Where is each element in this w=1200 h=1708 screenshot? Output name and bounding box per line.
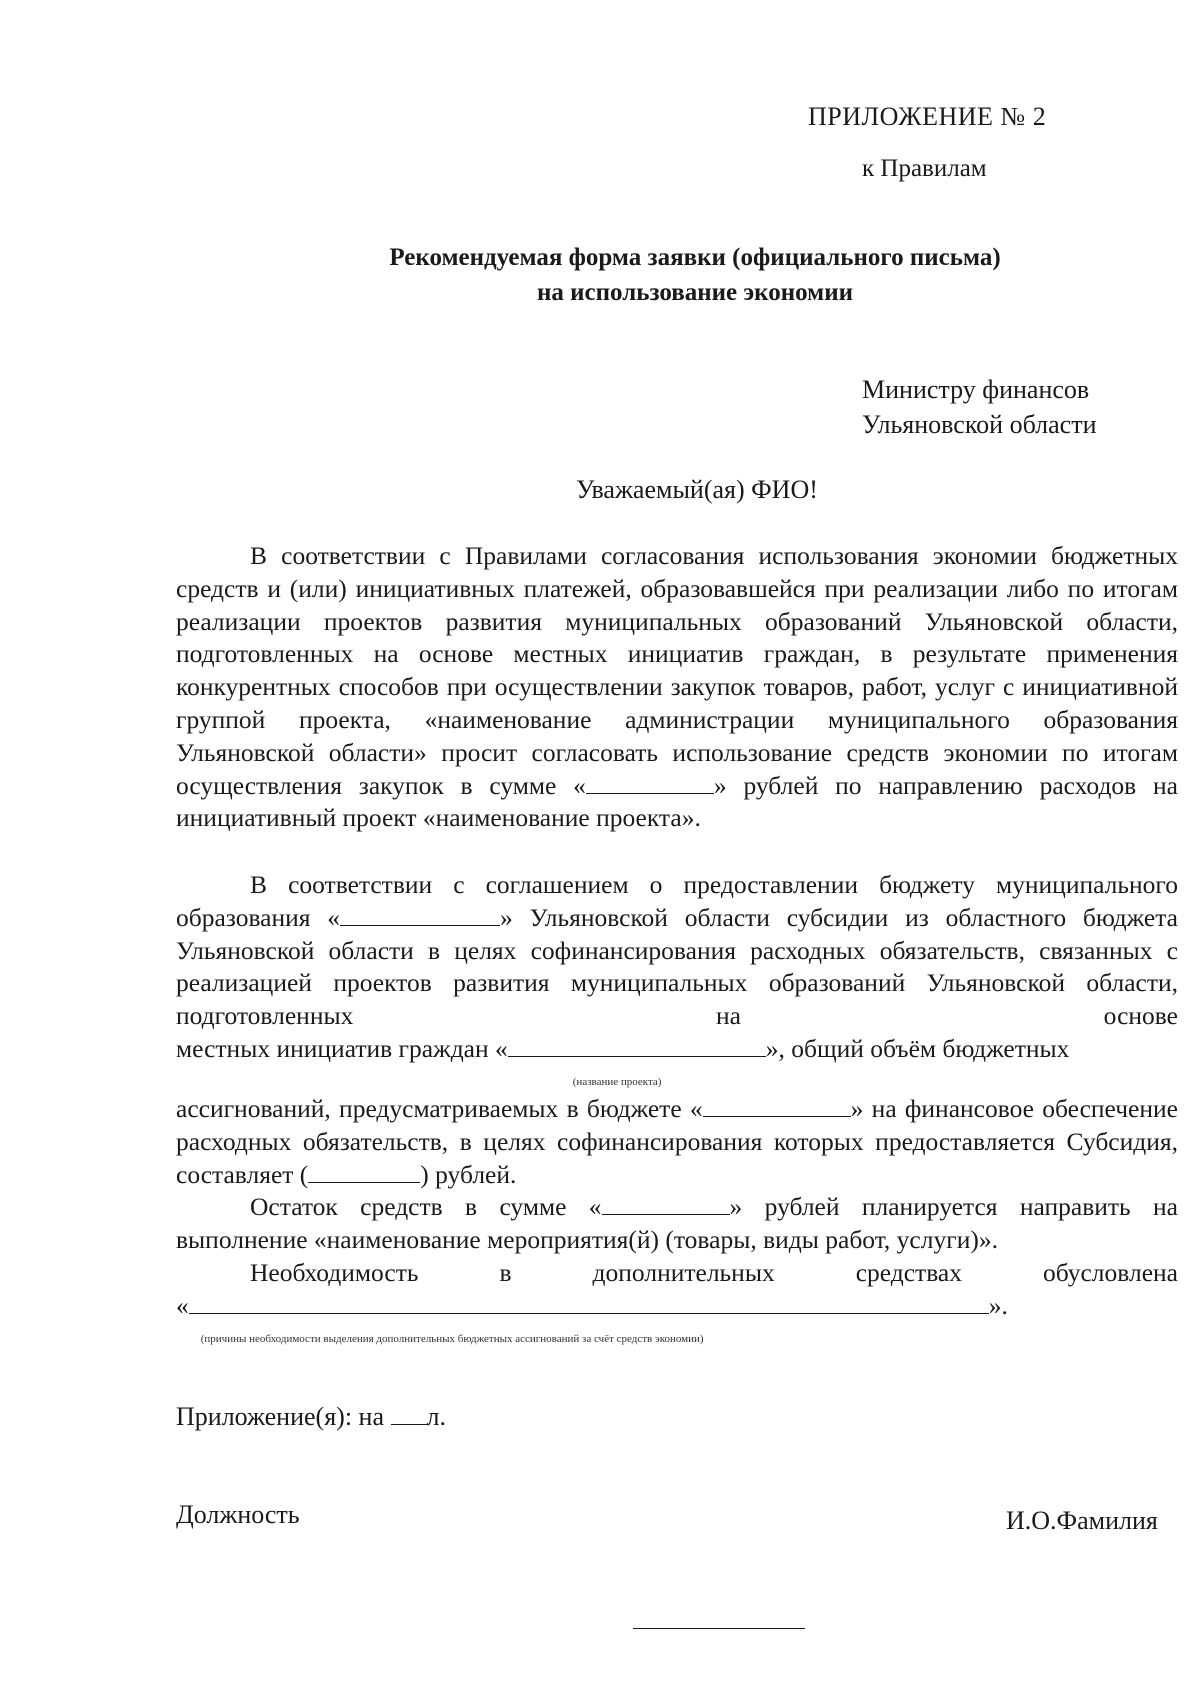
appendix-title: ПРИЛОЖЕНИЕ № 2 <box>808 102 1047 131</box>
municipality-blank <box>340 905 500 926</box>
attachments-label: Приложение(я): на <box>176 1402 391 1431</box>
signature-position: Должность <box>176 1500 300 1529</box>
attachments-pages-blank <box>391 1404 427 1425</box>
attachments-suffix: л. <box>426 1402 446 1431</box>
footer-divider <box>633 1628 805 1629</box>
attachments-line <box>176 1402 446 1432</box>
reasons-caption: (причины необходимости выделения дополнительных бюджетных ассигнований за счёт средств экономии) <box>200 1332 704 1345</box>
document-title <box>160 240 1200 310</box>
amount-blank <box>586 773 714 794</box>
signature-name: И.О.Фамилия <box>1006 1506 1158 1535</box>
addressee-line1: Министру финансов <box>862 375 1090 404</box>
paragraph-2-part1: В соответствии с соглашением о предоставлении бюджету муниципального образования « <box>176 870 1178 932</box>
paragraph-2-part4-before: ассигнований, предусматриваемых в бюджете « <box>176 1094 703 1123</box>
remainder-blank <box>602 1194 730 1215</box>
addressee-line2: Ульяновской области <box>862 410 1097 439</box>
paragraph-2-part2: » Ульяновской области субсидии из областного бюджета Ульяновской области в целях софинансирования расходных обязательств, связанных с реализацией проектов развития муниципальных образований Ульяновской области, подготовленных на основе <box>176 902 1179 1031</box>
project-line <box>176 1033 1178 1088</box>
budget-blank <box>703 1096 851 1117</box>
reasons-line <box>176 1290 1178 1345</box>
paragraph-1 <box>176 540 1178 835</box>
paragraph-1-text-end: » рублей по направлению расходов на инициативный проект «наименование проекта». <box>176 770 1178 833</box>
project-name-caption: (название проекта) <box>572 1075 662 1088</box>
paragraph-3 <box>176 1191 1178 1257</box>
document-title-line1: Рекомендуемая форма заявки (официального письма) <box>389 244 1001 271</box>
reasons-quote-close: ». <box>988 1290 1008 1320</box>
project-name-blank <box>508 1036 766 1088</box>
document-title-line2: на использование экономии <box>536 279 854 306</box>
paragraph-1-text: В соответствии с Правилами согласования использования экономии бюджетных средств и (или) инициативных платежей, образовавшейся при реализации либо по итогам реализации проектов развития муниципальных образований Ульяновской области, подготовленных на основе местных инициатив граждан, в результате применения конкурентных способов при осуществлении закупок товаров, работ, услуг с инициативной группой проекта, «наименование администрации муниципального образования Ульяновской области» просит согласовать использование средств экономии по итогам осуществления закупок в сумме « <box>176 541 1178 800</box>
paragraph-2-part3-before: местных инициатив граждан « <box>176 1033 508 1063</box>
reasons-blank <box>189 1293 989 1345</box>
paragraph-2 <box>176 869 1179 1088</box>
paragraph-2-part4-after: » на финансовое обеспечение расходных обязательств, в целях софинансирования которых предоставляется Субсидия, составляет ( <box>176 1094 1178 1189</box>
paragraph-3-after: » рублей планируется направить на выполнение «наименование мероприятия(й) (товары, виды работ, услуги)». <box>176 1192 1178 1255</box>
paragraph-4: Необходимость в дополнительных средствах обусловлена <box>250 1257 1178 1287</box>
paragraph-2-continued <box>176 1093 1178 1345</box>
paragraph-3-before: Остаток средств в сумме « <box>250 1192 602 1222</box>
paragraph-2-part4-end: ) рублей. <box>420 1159 517 1189</box>
appendix-subtitle: к Правилам <box>862 155 987 182</box>
reasons-quote-open: « <box>176 1290 189 1320</box>
paragraph-2-part3-after: », общий объём бюджетных <box>765 1033 1070 1063</box>
greeting: Уважаемый(ая) ФИО! <box>576 475 818 504</box>
addressee <box>862 372 1096 442</box>
total-amount-blank <box>308 1162 420 1183</box>
